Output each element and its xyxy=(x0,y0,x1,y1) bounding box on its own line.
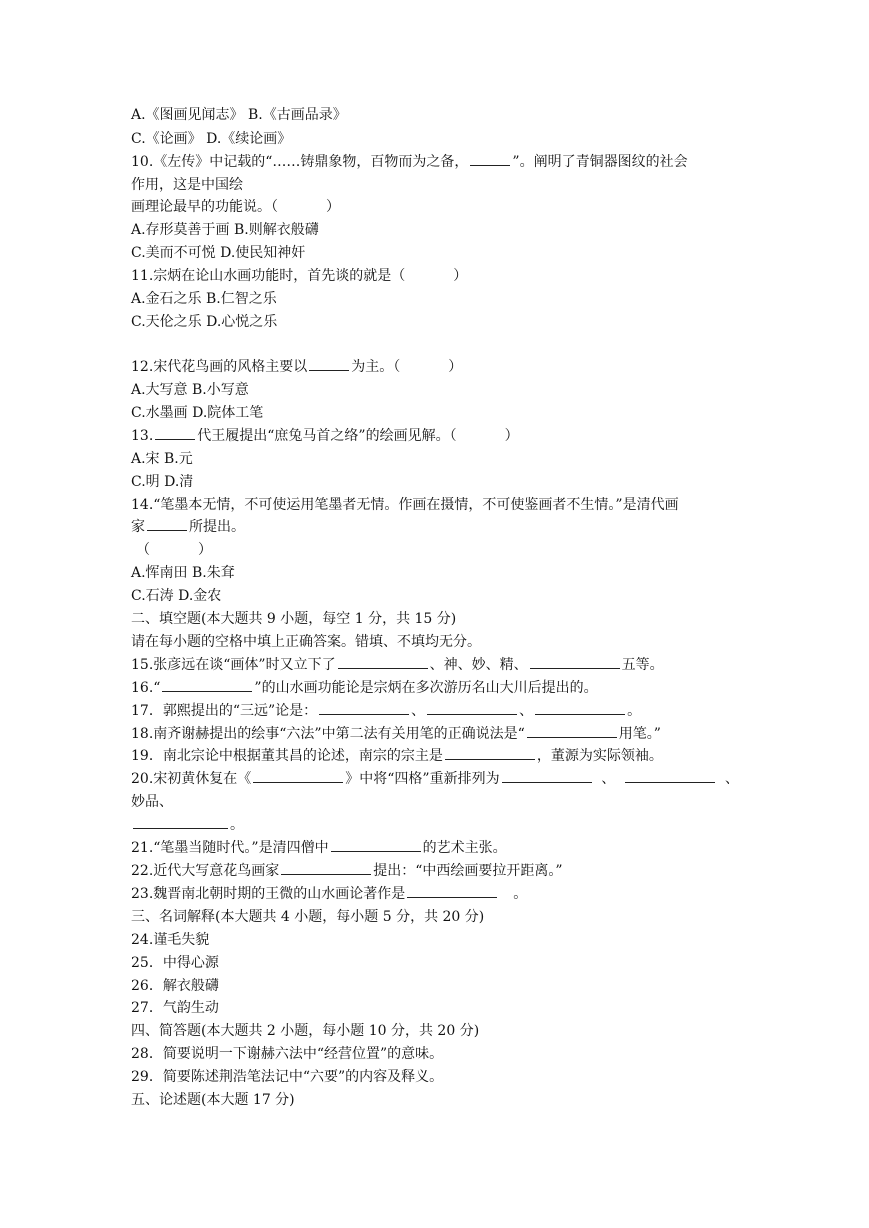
q13-options-cd: C.明 D.清 xyxy=(131,474,194,490)
q20-end: 。 xyxy=(131,816,739,834)
q14-options-ab: A.恽南田 B.朱耷 xyxy=(131,565,235,581)
answer-blank xyxy=(253,770,343,783)
q10-options-cd: C.美而不可悦 D.使民知神奸 xyxy=(131,245,306,261)
answer-blank xyxy=(530,656,620,669)
q21: 21.“笔墨当随时代。”是清四僧中 的艺术主张。 xyxy=(131,840,507,856)
section-essay-heading: 五、论述题(本大题 17 分) xyxy=(131,1092,295,1108)
q12-options-ab: A.大写意 B.小写意 xyxy=(131,382,249,398)
q10-stem-end: 画理论最早的功能说。（ ） xyxy=(131,199,340,215)
answer-blank xyxy=(147,518,187,531)
answer-blank xyxy=(162,679,252,692)
q17: 17．郭熙提出的“三远”论是： 、 、 。 xyxy=(131,703,642,719)
answer-blank xyxy=(309,358,349,371)
answer-blank xyxy=(535,702,625,715)
answer-blank xyxy=(319,702,409,715)
answer-blank xyxy=(625,770,715,783)
answer-blank xyxy=(470,153,510,166)
q15: 15.张彦远在谈“画体”时又立下了 、神、妙、精、 五等。 xyxy=(131,657,664,673)
q11-options-ab: A.金石之乐 B.仁智之乐 xyxy=(131,291,277,307)
q16: 16.“ ”的山水画功能论是宗炳在多次游历名山大川后提出的。 xyxy=(131,680,598,696)
q24: 24.谨毛失貌 xyxy=(131,932,210,948)
answer-blank xyxy=(445,747,535,760)
q14-stem: 14.“笔墨本无情，不可使运用笔墨者无情。作画在摄情，不可使鉴画者不生情。”是清代画 xyxy=(131,497,679,513)
q27: 27．气韵生动 xyxy=(131,1000,219,1016)
answer-blank xyxy=(407,885,497,898)
answer-blank xyxy=(281,862,371,875)
answer-blank xyxy=(427,702,517,715)
q10-stem: 10.《左传》中记载的“……铸鼎象物，百物而为之备， ”。阐明了青铜器图纹的社会 xyxy=(131,154,688,170)
q11-options-cd: C.天伦之乐 D.心悦之乐 xyxy=(131,314,278,330)
q13-stem: 13. 代王履提出“庶兔马首之络”的绘画见解。（ ） xyxy=(131,428,519,444)
answer-blank xyxy=(502,770,592,783)
q14-paren: （ ） xyxy=(136,542,212,558)
section-short-answer-heading: 四、简答题(本大题共 2 小题，每小题 10 分，共 20 分) xyxy=(131,1023,480,1039)
answer-blank xyxy=(338,656,428,669)
q28: 28．简要说明一下谢赫六法中“经营位置”的意味。 xyxy=(131,1046,444,1062)
q11-stem: 11.宗炳在论山水画功能时，首先谈的就是（ ） xyxy=(131,268,468,284)
q13-options-ab: A.宋 B.元 xyxy=(131,451,193,467)
q20-cont: 妙品、 xyxy=(131,794,173,810)
q19: 19．南北宗论中根据董其昌的论述，南宗的宗主是 ，董源为实际领袖。 xyxy=(131,748,663,764)
answer-blank xyxy=(133,816,228,829)
q25: 25．中得心源 xyxy=(131,955,219,971)
answer-blank xyxy=(527,725,617,738)
q29: 29．简要陈述荆浩笔法记中“六要”的内容及释义。 xyxy=(131,1069,444,1085)
q10-options-ab: A.存形莫善于画 B.则解衣般礴 xyxy=(131,222,319,238)
section-terms-heading: 三、名词解释(本大题共 4 小题，每小题 5 分，共 20 分) xyxy=(131,909,485,925)
q9-options-ab: A.《图画见闻志》 B.《古画品录》 xyxy=(131,107,347,123)
q9-options-cd: C.《论画》 D.《续论画》 xyxy=(131,131,292,147)
q23: 23.魏晋南北朝时期的王微的山水画论著作是 。 xyxy=(131,886,528,902)
section-fill-in-instruction: 请在每小题的空格中填上正确答案。错填、不填均无分。 xyxy=(131,634,481,650)
q14-options-cd: C.石涛 D.金农 xyxy=(131,588,222,604)
q10-stem-cont: 作用，这是中国绘 xyxy=(131,177,243,193)
answer-blank xyxy=(331,839,421,852)
q26: 26．解衣般礴 xyxy=(131,978,219,994)
q14-stem-cont: 家 所提出。 xyxy=(131,519,245,535)
q20: 20.宋初黄休复在《 》中将“四格”重新排列为 、 、 xyxy=(131,771,739,787)
q22: 22.近代大写意花鸟画家 提出：“中西绘画要拉开距离。” xyxy=(131,863,563,879)
q18: 18.南齐谢赫提出的绘事“六法”中第二法有关用笔的正确说法是“ 用笔。” xyxy=(131,726,661,742)
section-fill-in-heading: 二、填空题(本大题共 9 小题，每空 1 分，共 15 分) xyxy=(131,611,457,627)
q12-options-cd: C.水墨画 D.院体工笔 xyxy=(131,405,264,421)
q12-stem: 12.宋代花鸟画的风格主要以 为主。（ ） xyxy=(131,359,463,375)
answer-blank xyxy=(155,427,195,440)
